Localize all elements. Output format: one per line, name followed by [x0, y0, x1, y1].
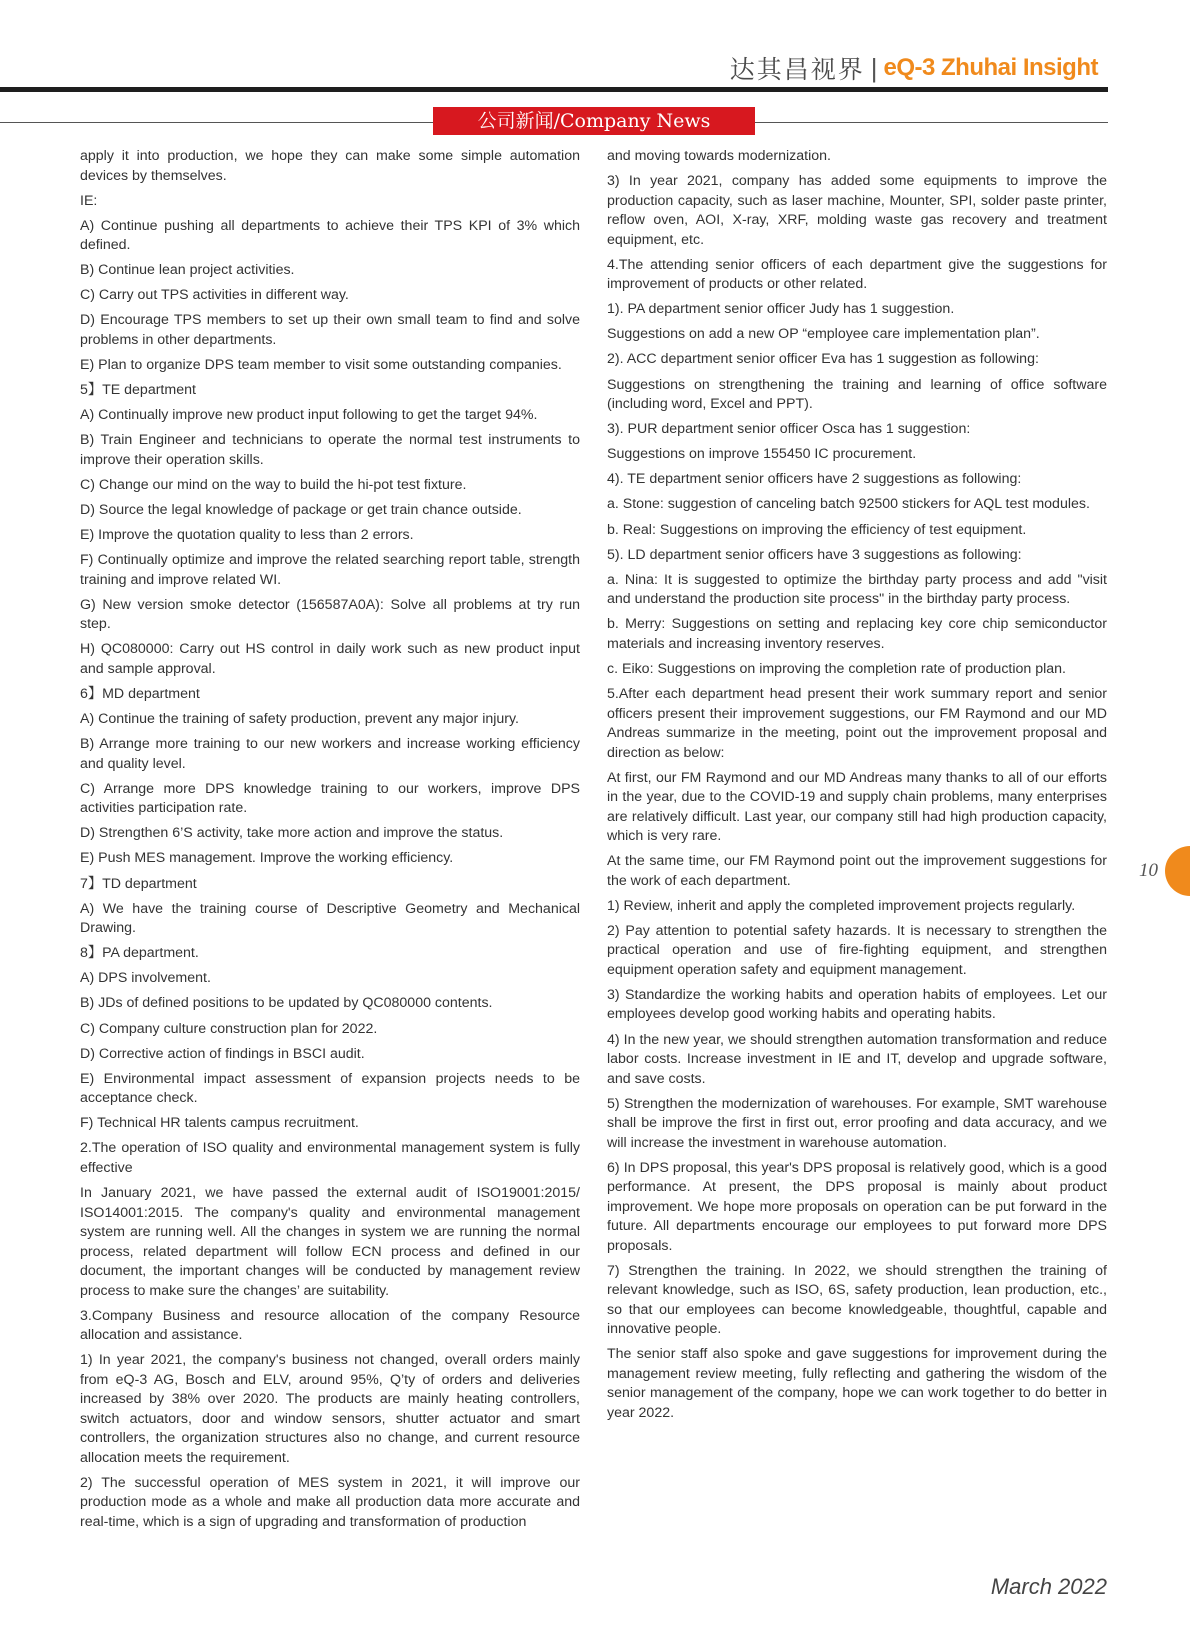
brand-separator: |: [870, 52, 878, 83]
paragraph: At the same time, our FM Raymond point out the improvement suggestions for the work of each department.: [607, 853, 1107, 889]
section-heading: 5】TE department: [80, 382, 196, 399]
paragraph: C) Company culture construction plan for 2022.: [80, 1020, 378, 1037]
paragraph: A) We have the training course of Descriptive Geometry and Mechanical Drawing.: [80, 900, 580, 937]
paragraph: C) Arrange more DPS knowledge training to our workers, improve DPS activities participation rate.: [80, 780, 580, 817]
paragraph: 4). TE department senior officers have 2 suggestions as following:: [607, 471, 1022, 488]
paragraph: Suggestions on strengthening the training and learning of office software (including word, Excel and PPT).: [607, 376, 1107, 413]
brand-chinese-title: 达其昌视界: [729, 55, 865, 84]
article-column-right: [607, 147, 1107, 1429]
brand-english-title: eQ-3 Zhuhai Insight: [883, 54, 1098, 81]
paragraph: 3) In year 2021, company has added some equipments to improve the production capacity, such as laser machine, Mounter, SPI, solder paste printer, reflow oven, AOI, X-ray, XRF, molding waste gas recovery and treatment equipment, etc.: [607, 173, 1107, 248]
paragraph: a. Nina: It is suggested to optimize the birthday party process and add "visit and understand the production site process" in the birthday party process.: [607, 571, 1107, 608]
paragraph: 3). PUR department senior officer Osca has 1 suggestion:: [607, 421, 971, 438]
paragraph: F) Technical HR talents campus recruitment.: [80, 1115, 359, 1132]
paragraph: and moving towards modernization.: [607, 148, 831, 164]
paragraph: 5) Strengthen the modernization of warehouses. For example, SMT warehouse shall be improve the first in first out, error proofing and data accuracy, and we will increase the investment in warehouse automation.: [607, 1095, 1107, 1151]
page-tab-marker: [1165, 846, 1190, 896]
paragraph: E) Improve the quotation quality to less than 2 errors.: [80, 527, 414, 544]
paragraph: H) QC080000: Carry out HS control in daily work such as new product input and sample approval.: [80, 641, 580, 677]
paragraph: B) JDs of defined positions to be updated by QC080000 contents.: [80, 995, 493, 1012]
paragraph: D) Source the legal knowledge of package or get train chance outside.: [80, 502, 522, 519]
paragraph: IE:: [80, 192, 98, 209]
paragraph: A) Continue pushing all departments to achieve their TPS KPI of 3% which defined.: [80, 217, 580, 254]
issue-date: March 2022: [990, 1574, 1107, 1599]
paragraph: B) Arrange more training to our new workers and increase working efficiency and quality level.: [80, 736, 580, 772]
paragraph: b. Real: Suggestions on improving the efficiency of test equipment.: [607, 521, 1027, 538]
paragraph: Suggestions on improve 155450 IC procurement.: [607, 446, 917, 463]
paragraph: G) New version smoke detector (156587A0A): Solve all problems at try run step.: [80, 596, 580, 633]
paragraph: E) Plan to organize DPS team member to visit some outstanding companies.: [80, 357, 562, 374]
paragraph: 1). PA department senior officer Judy has 1 suggestion.: [607, 301, 955, 318]
masthead: [730, 50, 1098, 86]
paragraph: 3) Standardize the working habits and operation habits of employees. Let our employees develop good working habits and operating habits.: [607, 986, 1107, 1023]
page-number: 10: [1139, 860, 1158, 881]
paragraph: 2). ACC department senior officer Eva has 1 suggestion as following:: [607, 351, 1039, 368]
paragraph: 2) Pay attention to potential safety hazards. It is necessary to strengthen the practical operation and use of fire-fighting equipment, and strengthen equipment operation safety and equipment management.: [607, 922, 1107, 978]
paragraph: apply it into production, we hope they can make some simple automation devices by themselves.: [80, 148, 580, 184]
paragraph: Suggestions on add a new OP “employee care implementation plan”.: [607, 326, 1040, 343]
paragraph: At first, our FM Raymond and our MD Andreas many thanks to all of our efforts in the year, due to the COVID-19 and supply chain problems, many enterprises are relatively difficult. Last year, our company still had high production capacity, which is very rare.: [607, 769, 1107, 845]
paragraph: D) Corrective action of findings in BSCI audit.: [80, 1045, 365, 1062]
paragraph: D) Encourage TPS members to set up their own small team to find and solve problems in other departments.: [80, 312, 580, 348]
paragraph: 1) Review, inherit and apply the completed improvement projects regularly.: [607, 897, 1076, 914]
paragraph: F) Continually optimize and improve the related searching report table, strength training and improve related WI.: [80, 552, 580, 588]
paragraph: 5). LD department senior officers have 3 suggestions as following:: [607, 546, 1022, 563]
paragraph: 4) In the new year, we should strengthen automation transformation and reduce labor costs. Increase investment in IE and IT, develop and upgrade software, and save costs.: [607, 1031, 1107, 1087]
paragraph: D) Strengthen 6’S activity, take more action and improve the status.: [80, 825, 504, 842]
section-heading: 4.The attending senior officers of each department give the suggestions for improvement of products or other related.: [607, 256, 1107, 293]
section-heading: 8】PA department.: [80, 945, 199, 962]
paragraph: 7) Strengthen the training. In 2022, we should strengthen the training of relevant knowledge, such as ISO, 6S, safety production, lean production, etc., so that our employees can become knowledgeable, thoughtful, capable and innovative people.: [607, 1262, 1107, 1338]
section-heading: 7】TD department: [80, 875, 197, 892]
paragraph: C) Change our mind on the way to build the hi-pot test fixture.: [80, 476, 467, 493]
header-rule-thick: [0, 87, 1108, 92]
paragraph: b. Merry: Suggestions on setting and replacing key core chip semiconductor materials and increasing inventory reserves.: [607, 616, 1107, 652]
paragraph: C) Carry out TPS activities in different way.: [80, 287, 349, 304]
paragraph: A) Continually improve new product input following to get the target 94%.: [80, 407, 538, 424]
section-label: 公司新闻/Company News: [433, 107, 755, 135]
section-heading: 6】MD department: [80, 686, 200, 702]
paragraph: 6) In DPS proposal, this year's DPS proposal is relatively good, which is a good performance. At present, the DPS proposal is mainly about product improvement. We hope more proposals on operation can be put forward in the future. All departments encourage our employees to put forward more DPS proposals.: [607, 1159, 1107, 1254]
paragraph: 1) In year 2021, the company's business not changed, overall orders mainly from eQ-3 AG, Bosch and ELV, around 95%, Q’ty of orders and deliveries increased by 38% over 2020. The products are mainly heating controllers, switch actuators, door and window sensors, shutter actuator and smart controllers, the organization structures also no change, and current resource allocation meets the requirement.: [80, 1352, 580, 1466]
section-heading: 3.Company Business and resource allocation of the company Resource allocation and assistance.: [80, 1307, 580, 1344]
paragraph: B) Continue lean project activities.: [80, 262, 295, 279]
paragraph: A) DPS involvement.: [80, 970, 211, 987]
paragraph: E) Environmental impact assessment of expansion projects needs to be acceptance check.: [80, 1070, 580, 1107]
paragraph: In January 2021, we have passed the external audit of ISO19001:2015/ ISO14001:2015. The company's quality and environmental management system are running well. All the changes in system we are running the normal process, related department will follow ECN process and defined in our document, the important changes will be conducted by management review process to make sure the changes’ are suitability.: [80, 1185, 580, 1299]
paragraph: The senior staff also spoke and gave suggestions for improvement during the management review meeting, fully reflecting and gathering the wisdom of the senior management of the company, hope we can work together to do better in year 2022.: [607, 1346, 1107, 1421]
section-heading: 2.The operation of ISO quality and environmental management system is fully effective: [80, 1140, 580, 1176]
article-column-left: [80, 147, 580, 1538]
paragraph: c. Eiko: Suggestions on improving the completion rate of production plan.: [607, 660, 1066, 677]
paragraph: a. Stone: suggestion of canceling batch 92500 stickers for AQL test modules.: [607, 496, 1090, 513]
paragraph: B) Train Engineer and technicians to operate the normal test instruments to improve their operation skills.: [80, 432, 580, 468]
section-heading: 5.After each department head present their work summary report and senior officers present their improvement suggestions, our FM Raymond and our MD Andreas summarize in the meeting, point out the improvement proposal and direction as below:: [607, 686, 1107, 761]
paragraph: A) Continue the training of safety production, prevent any major injury.: [80, 711, 519, 728]
paragraph: 2) The successful operation of MES system in 2021, it will improve our production mode as a whole and make all production data more accurate and real-time, which is a sign of upgrading and transformation of production: [80, 1474, 580, 1530]
paragraph: E) Push MES management. Improve the working efficiency.: [80, 850, 454, 867]
